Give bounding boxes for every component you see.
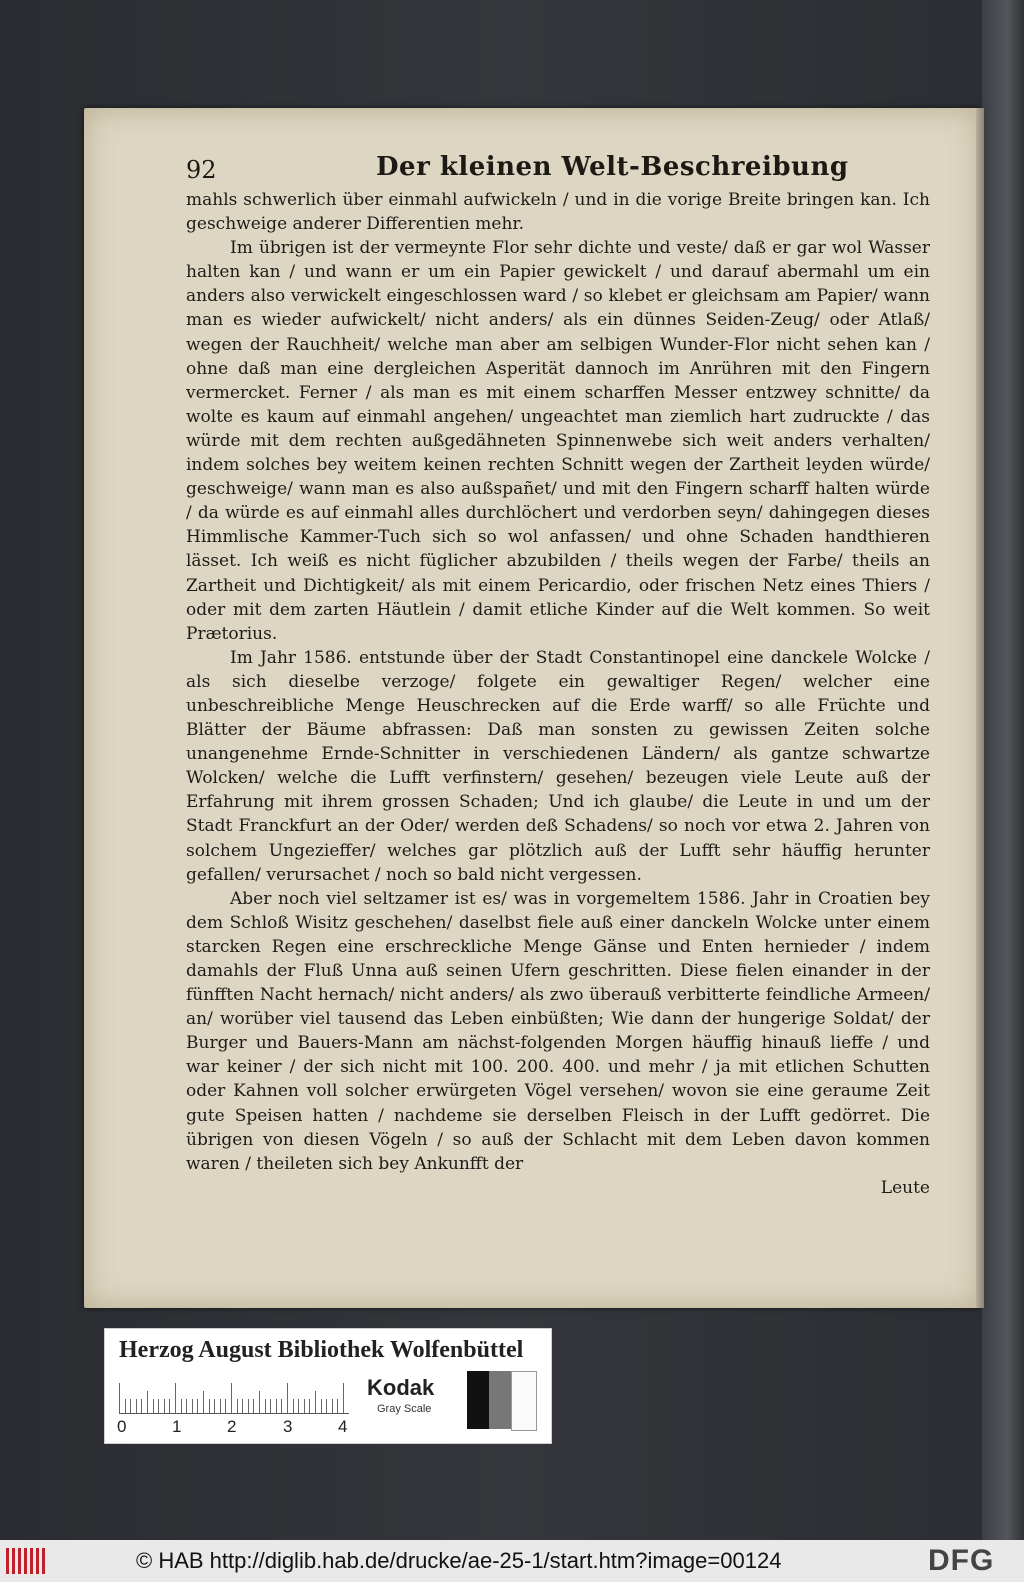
- ruler-tick: [332, 1399, 333, 1413]
- ruler-tick: [164, 1399, 165, 1413]
- ruler-label-4: 4: [338, 1417, 348, 1436]
- ruler-tick: [158, 1399, 159, 1413]
- gray-scale-label: Gray Scale: [377, 1403, 432, 1415]
- gray-patch-mid: [489, 1371, 511, 1429]
- ruler-tick: [192, 1399, 193, 1413]
- ruler-tick: [242, 1399, 243, 1413]
- ruler-tick: [270, 1399, 271, 1413]
- paragraph-continuation: mahls schwerlich über einmahl aufwickeln / und in die vorige Breite bringen kan. Ich geschweige anderer Differentien mehr.: [186, 190, 930, 235]
- ruler-tick: [147, 1391, 148, 1413]
- ruler-label-1: 1: [172, 1417, 182, 1436]
- book-edge-strip: [982, 0, 1024, 1540]
- page-header: [186, 152, 930, 188]
- ruler-tick: [197, 1399, 198, 1413]
- measurement-ruler: [119, 1379, 349, 1414]
- paragraph-croatien: Aber noch viel seltzamer ist es/ was in vorgemeltem 1586. Jahr in Croatien bey dem Schloß Wisitz geschehen/ daselbst fiele auß einer danckeln Wolcke unter einem starcken Regen eine erschreckliche Menge Gänse und Enten hernieder / indem damahls der Fluß Unna auß seinen Ufern geschritten. Diese fielen einander in der fünfften Nacht hernach/ nicht anders/ als zwo überauß verbitterte feindliche Armeen/ an/ worüber viel tausend das Leben einbüßten; Wie dann der hungerige Soldat/ der Burger und Bauers-Mann am nächst-folgenden Morgen häuffig hinauß lieffe / und war keiner / der sich nicht mit 100. 200. 400. und mehr / ja mit etlichen Schutten oder Kahnen voll solcher erwürgeten Vögel versehen/ wovon sie eine geraume Zeit gute Speisen hatten / nachdeme sie derselben Fleisch in der Lufft gedörret. Die übrigen von diesen Vögeln / so auß der Schlacht mit dem Leben davon kommen waren / theileten sich bey Ankunfft der: [186, 888, 930, 1174]
- ruler-tick: [169, 1399, 170, 1413]
- page-number: 92: [186, 156, 217, 184]
- ruler-tick: [203, 1391, 204, 1413]
- ruler-tick: [281, 1399, 282, 1413]
- ruler-tick: [276, 1399, 277, 1413]
- ruler-tick: [125, 1399, 126, 1413]
- running-title: Der kleinen Welt-Beschreibung: [376, 152, 849, 182]
- ruler-tick: [259, 1391, 260, 1413]
- ruler-tick: [231, 1383, 232, 1413]
- gray-patch-black: [467, 1371, 489, 1429]
- ruler-tick: [225, 1399, 226, 1413]
- ruler-tick: [119, 1383, 120, 1413]
- ruler-tick: [186, 1399, 187, 1413]
- ruler-tick: [265, 1399, 266, 1413]
- ruler-tick: [130, 1399, 131, 1413]
- kodak-logo: Kodak: [367, 1375, 435, 1400]
- ruler-tick: [253, 1399, 254, 1413]
- ruler-tick: [175, 1383, 176, 1413]
- ruler-label-0: 0: [117, 1417, 127, 1436]
- ruler-tick: [209, 1399, 210, 1413]
- ruler-label-2: 2: [227, 1417, 237, 1436]
- source-link[interactable]: © HAB http://diglib.hab.de/drucke/ae-25-1/start.htm?image=00124: [136, 1548, 782, 1573]
- ruler-label-3: 3: [283, 1417, 293, 1436]
- ruler-tick: [220, 1399, 221, 1413]
- ruler-tick: [153, 1399, 154, 1413]
- footer-bar: [0, 1540, 1024, 1582]
- catchword: Leute: [880, 1178, 930, 1198]
- body-text: [186, 188, 930, 1176]
- ruler-tick: [141, 1399, 142, 1413]
- ruler-tick: [214, 1399, 215, 1413]
- ruler-tick: [237, 1399, 238, 1413]
- ruler-tick: [321, 1399, 322, 1413]
- page-edge: [976, 108, 984, 1308]
- ruler-tick: [343, 1383, 344, 1413]
- ruler-tick: [293, 1399, 294, 1413]
- ruler-tick: [298, 1399, 299, 1413]
- gray-scale-patches: [467, 1371, 537, 1429]
- ruler-tick: [315, 1391, 316, 1413]
- hab-logo-icon: [6, 1548, 48, 1574]
- ruler-tick: [309, 1399, 310, 1413]
- color-calibration-card: [104, 1328, 552, 1444]
- ruler-tick: [248, 1399, 249, 1413]
- dfg-logo: DFG: [928, 1544, 995, 1577]
- library-name: Herzog August Bibliothek Wolfenbüttel: [119, 1337, 524, 1363]
- ruler-tick: [337, 1399, 338, 1413]
- ruler-tick: [287, 1383, 288, 1413]
- paragraph-flor: Im übrigen ist der vermeynte Flor sehr dichte und veste/ daß er gar wol Wasser halten kan / und wann er um ein Papier gewickelt / und darauf abermahl um ein anders also verwickelt eingeschlossen ward / so klebet er gleichsam am Papier/ wann man es wieder aufwickelt/ nicht anders/ als ein dünnes Seiden-Zeug/ oder Atlaß/ wegen der Rauchheit/ welche man aber am selbigen Wunder-Flor nicht sehen kan / ohne daß man eine dergleichen Asperität dannoch im Anrühren mit den Fingern vermercket. Ferner / als man es mit einem scharffen Messer entzwey schnitte/ da wolte es kaum auf einmahl angehen/ ungeachtet man ziemlich hart zudruckte / das würde mit dem rechten außgedähneten Spinnenwebe sich weit anders verhalten/ indem solches bey weitem keinen rechten Schnitt wegen der Zartheit leyden würde/ geschweige/ wann man es also außspañet/ und mit den Fingern scharff halten würde / da würde es auf einmahl alles durchlöchert und verdorben seyn/ dahingegen dieses Himmlische Kammer-Tuch sich so wol anfassen/ und ohne Schaden handthieren lässet. Ich weiß es nicht füglicher abzubilden / theils wegen der Farbe/ theils an Zartheit und Dichtigkeit/ als mit einem Pericardio, oder frischen Netz eines Thiers / oder mit dem zarten Häutlein / damit etliche Kinder auf die Welt kommen. So weit Prætorius.: [186, 238, 930, 644]
- ruler-tick: [304, 1399, 305, 1413]
- paragraph-constantinopel: Im Jahr 1586. entstunde über der Stadt Constantinopel eine danckele Wolcke / als sich dieselbe verzoge/ folgete ein gewaltiger Regen/ welcher eine unbeschreibliche Menge Heuschrecken auf die Erde warff/ so alle Früchte und Blätter der Bäume abfrassen: Daß man sonsten zu gewissen Zeiten solche unangenehme Ernde-Schnitter in verschiedenen Ländern/ als gantze schwartze Wolcken/ welche die Lufft verfinstern/ gesehen/ bezeugen viele Leute auß der Erfahrung mit ihrem grossen Schaden; Und ich glaube/ die Leute in und um der Stadt Franckfurt an der Oder/ werden deß Schadens/ so noch vor etwa 2. Jahren von solchem Ungezieffer/ welches gar plötzlich auß der Lufft sehr häuffig herunter gefallen/ verursachet / noch so bald nicht vergessen.: [186, 647, 930, 885]
- ruler-tick: [136, 1399, 137, 1413]
- ruler-tick: [181, 1399, 182, 1413]
- ruler-tick: [326, 1399, 327, 1413]
- gray-patch-white: [511, 1371, 537, 1431]
